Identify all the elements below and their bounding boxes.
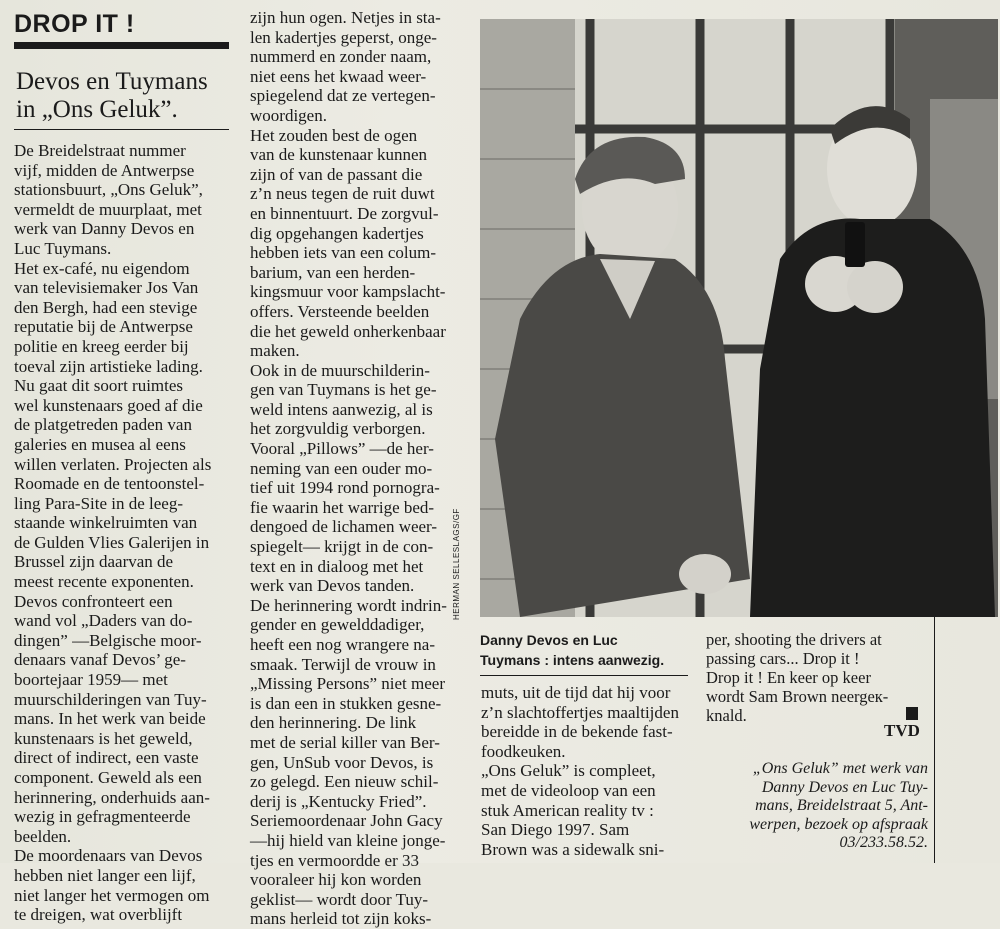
column-rule xyxy=(934,617,935,863)
caption-rule xyxy=(480,675,688,676)
end-mark xyxy=(906,707,918,720)
headline-line-2: in „Ons Geluk”. xyxy=(16,96,178,123)
headline-rule xyxy=(14,129,229,130)
kicker-rule xyxy=(14,42,229,49)
exhibition-info: „Ons Geluk” met werk van Danny Devos en Luc Tuy- mans, Breidelstraat 5, Ant- werpen, bezoek op afspraak 03/233.58.52. xyxy=(749,760,928,851)
article-column-4: per, shooting the drivers at passing cars... Drop it ! Drop it ! En keer op keer wordt Sam Brown neergeк- knald. xyxy=(706,630,889,725)
article-column-2: zijn hun ogen. Netjes in sta- len kadertjes geperst, onge- nummerd en zonder naam, niet eens het kwaad weer- spiegelend dat ze vertegen- woordigen. Het zouden best de ogen van de kunstenaar kunnen zijn of van de passant die z’n neus tegen de ruit duwt en binnentuurt. De zorgvul- dig opgehangen kadertjes hebben iets van een colum- barium, van een herden- kingsmuur voor kampslacht- offers. Versteende beelden die het geweld onherkenbaar maken. Ook in de muurschilderin- gen van Tuymans is het ge- weld intens aanwezig, al is het zorgvuldig verborgen. Vooral „Pillows” —de her- neming van een ouder mo- tief uit 1994 rond pornogra- fie waarin het warrige bed- dengoed de lichamen weer- spiegelt— krijgt in de con- text en in dialoog met het werk van Devos tanden. De herinnering wordt indrin- gender en gewelddadiger, heeft een nog wrangere na- smaak. Terwijl de vrouw in „Missing Persons” niet meer is dan een in stukken gesne- den herinnering. De link met de serial killer van Ber- gen, UnSub voor Devos, is zo gelegd. Een nieuw schil- derij is „Kentucky Fried”. Seriemoordenaar John Gacy —hij hield van kleine jonge- tjes en vermoordde er 33 vooraleer hij kon worden geklist— wordt door Tuy- mans herleid tot zijn koks- xyxy=(250,8,447,929)
article-headline xyxy=(16,68,236,124)
photo-illustration xyxy=(480,19,998,617)
photo-caption xyxy=(480,630,695,670)
author-signoff: TVD xyxy=(884,721,920,740)
article-column-1: De Breidelstraat nummer vijf, midden de Antwerpse stationsbuurt, „Ons Geluk”, vermeldt de muurplaat, met werk van Danny Devos en Luc Tuymans. Het ex-café, nu eigendom van televisiemaker Jos Van den Bergh, had een stevige reputatie bij de Antwerpse politie en kreeg eerder bij toeval zijn artistieke lading. Nu gaat dit soort ruimtes wel kunstenaars goed af die de platgetreden paden van galeries en musea al eens willen verlaten. Projecten als Roomade en de tentoonstel- ling Para-Site in de leeg- staande winkelruimten van de Gulden Vlies Galerijen in Brussel zijn daarvan de meest recente exponenten. Devos confronteert een wand vol „Daders van do- dingen” —Belgische moor- denaars vanaf Devos’ ge- boortejaar 1959— met muurschilderingen van Tuy- mans. In het werk van beide kunstenaars is het geweld, direct of indirect, een vaste component. Geweld als een herinnering, onderhuids aan- wezig in gefragmenteerde beelden. De moordenaars van Devos hebben niet langer een lijf, niet langer het vermogen om te dreigen, wat overblijft xyxy=(14,141,212,925)
article-column-3: muts, uit de tijd dat hij voor z’n slachtoffertjes maaltijden bereidde in de bekende fast- foodkeuken. „Ons Geluk” is compleet, met de videoloop van een stuk American reality tv : San Diego 1997. Sam Brown was a sidewalk sni- xyxy=(481,683,679,859)
caption-text: Danny Devos en Luc Tuymans : intens aanwezig. xyxy=(480,632,665,668)
article-photo xyxy=(480,19,998,617)
photo-credit: HERMAN SELLESLAGS/GF xyxy=(452,508,461,620)
headline-line-1: Devos en Tuymans xyxy=(16,68,208,95)
section-kicker: DROP IT ! xyxy=(14,10,135,38)
